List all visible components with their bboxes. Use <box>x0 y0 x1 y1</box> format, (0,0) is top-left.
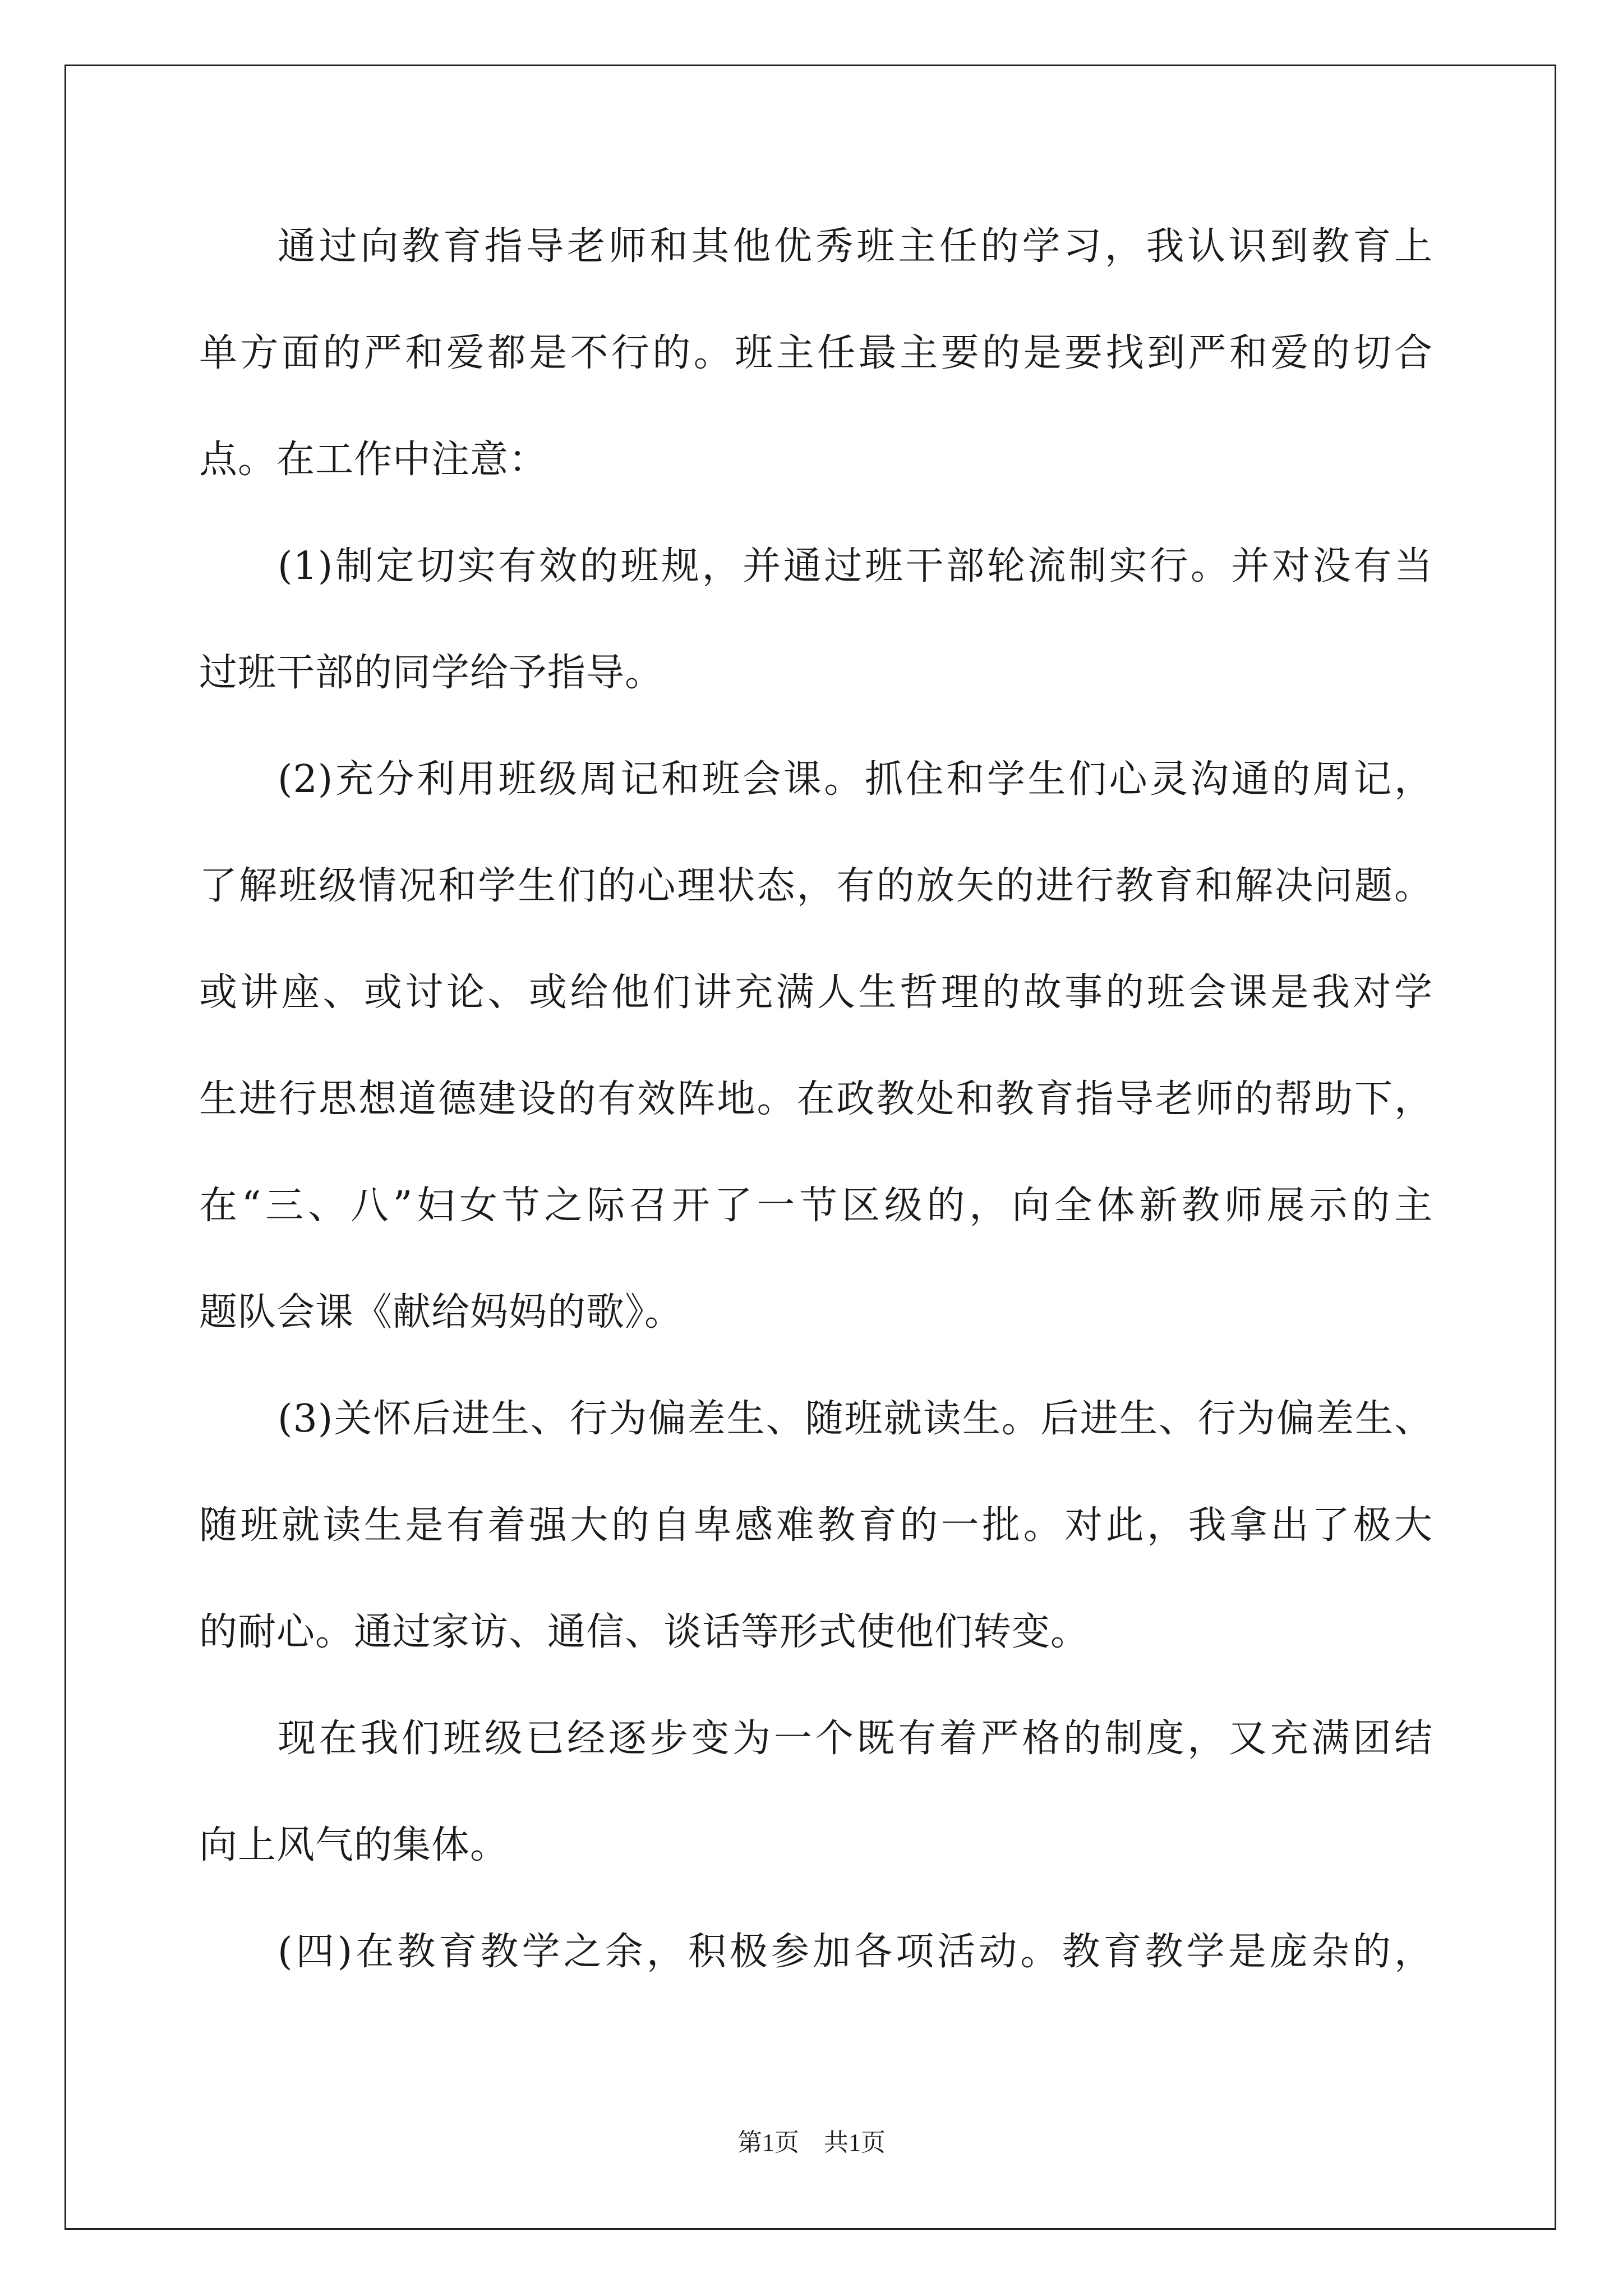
text-line-13: 随班就读生是有着强大的自卑感难教育的一批。对此，我拿出了极大 <box>199 1503 1433 1548</box>
text-line-12: (3)关怀后进生、行为偏差生、随班就读生。后进生、行为偏差生、 <box>278 1397 1433 1441</box>
text-line-15: 现在我们班级已经逐步变为一个既有着严格的制度，又充满团结 <box>278 1717 1433 1761</box>
text-line-10: 在“三、八”妇女节之际召开了一节区级的，向全体新教师展示的主 <box>199 1184 1433 1228</box>
text-line-5: 过班干部的同学给予指导。 <box>199 651 664 695</box>
text-line-3: 点。在工作中注意： <box>199 438 548 482</box>
text-line-8: 或讲座、或讨论、或给他们讲充满人生哲理的故事的班会课是我对学 <box>199 970 1433 1015</box>
text-line-4: (1)制定切实有效的班规，并通过班干部轮流制实行。并对没有当 <box>278 544 1433 588</box>
text-line-6: (2)充分利用班级周记和班会课。抓住和学生们心灵沟通的周记， <box>278 757 1433 802</box>
text-line-16: 向上风气的集体。 <box>199 1823 509 1867</box>
text-line-2: 单方面的严和爱都是不行的。班主任最主要的是要找到严和爱的切合 <box>199 331 1433 375</box>
text-line-1: 通过向教育指导老师和其他优秀班主任的学习，我认识到教育上 <box>278 224 1433 269</box>
document-body <box>199 216 1433 2028</box>
text-line-7: 了解班级情况和学生们的心理状态，有的放矢的进行教育和解决问题。 <box>199 864 1433 908</box>
text-line-17: (四)在教育教学之余，积极参加各项活动。教育教学是庞杂的， <box>278 1930 1433 1974</box>
text-line-11: 题队会课《献给妈妈的歌》。 <box>199 1290 684 1335</box>
text-line-9: 生进行思想道德建设的有效阵地。在政教处和教育指导老师的帮助下， <box>199 1077 1433 1121</box>
text-line-14: 的耐心。通过家访、通信、谈话等形式使他们转变。 <box>199 1610 1090 1654</box>
page-footer: 第1页 共1页 <box>737 2129 886 2156</box>
